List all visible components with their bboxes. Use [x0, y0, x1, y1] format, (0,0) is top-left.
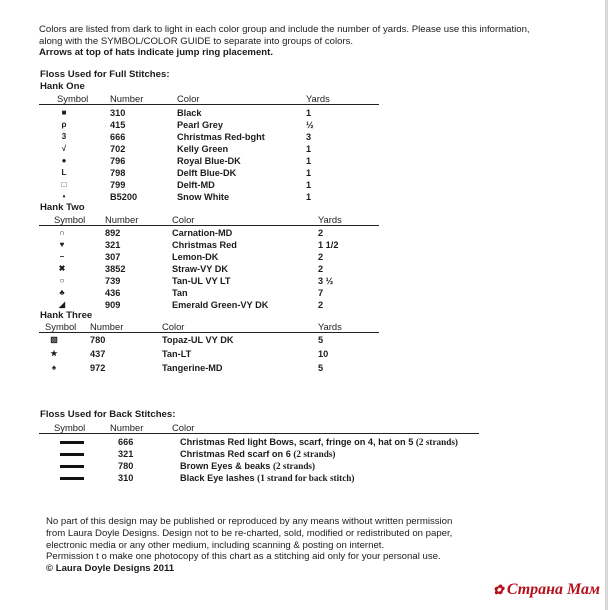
floss-symbol-icon: ρ	[61, 120, 67, 129]
backstitch-number: 321	[118, 449, 134, 459]
hank-two-number-header: Number	[105, 214, 139, 225]
floss-number: 909	[105, 300, 121, 310]
floss-number: 798	[110, 168, 126, 178]
floss-color: Tangerine-MD	[162, 363, 223, 373]
hank-one-symbol-header: Symbol	[57, 93, 89, 104]
floss-symbol-icon: ◢	[58, 300, 66, 309]
floss-number: 666	[110, 132, 126, 142]
floss-color: Straw-VY DK	[172, 264, 228, 274]
backstitch-strands-note: (2 strands)	[415, 437, 458, 447]
back-header-rule	[39, 433, 479, 434]
floss-symbol-icon: √	[61, 144, 67, 153]
floss-number: 892	[105, 228, 121, 238]
backstitch-number: 666	[118, 437, 134, 447]
floss-number: 702	[110, 144, 126, 154]
hank-three-yards-header: Yards	[318, 321, 342, 332]
intro-line-1: Colors are listed from dark to light in each color group and include the number of yards. Please use this information,	[39, 24, 530, 35]
floss-number: 415	[110, 120, 126, 130]
floss-yards: 5	[318, 335, 324, 345]
intro-text	[39, 24, 530, 59]
backstitch-strands-note: (1 strand for back stitch)	[257, 473, 355, 483]
floss-number: 3852	[105, 264, 126, 274]
floss-color: Tan-LT	[162, 349, 192, 359]
backstitch-color	[180, 460, 315, 472]
watermark-text: Страна Мам	[506, 581, 600, 598]
floss-number: 972	[90, 363, 106, 373]
floss-symbol-icon: ✖	[58, 264, 66, 273]
floss-symbol-icon: ●	[61, 156, 67, 165]
backstitch-color	[180, 472, 354, 484]
hank-one-number-header: Number	[110, 93, 144, 104]
floss-color: Black	[177, 108, 202, 118]
floss-number: 307	[105, 252, 121, 262]
hank-one-color-header: Color	[177, 93, 200, 104]
floss-number: 739	[105, 276, 121, 286]
floss-yards: ½	[306, 120, 314, 130]
watermark	[493, 581, 600, 599]
backstitch-color-label: Brown Eyes & beaks	[180, 461, 271, 471]
floss-symbol-icon: ■	[61, 108, 67, 117]
floss-color: Carnation-MD	[172, 228, 233, 238]
floss-color: Pearl Grey	[177, 120, 223, 130]
hank-two-symbol-header: Symbol	[54, 214, 86, 225]
floss-symbol-icon: ♥	[59, 240, 65, 249]
floss-symbol-icon: •	[62, 192, 66, 201]
backstitch-color	[180, 448, 336, 460]
floss-yards: 1	[306, 180, 312, 190]
floss-color: Topaz-UL VY DK	[162, 335, 234, 345]
copyright-notice	[46, 516, 452, 575]
floss-color: Tan	[172, 288, 188, 298]
hank-three-header-rule	[39, 332, 379, 333]
floss-color: Royal Blue-DK	[177, 156, 241, 166]
hank-two-color-header: Color	[172, 214, 195, 225]
floss-color: Christmas Red-bght	[177, 132, 265, 142]
back-number-header: Number	[110, 422, 144, 433]
floss-yards: 2	[318, 264, 324, 274]
backstitch-line-icon	[60, 465, 84, 468]
footer-line-4: Permission t o make one photocopy of this chart as a stitching aid only for your personal use.	[46, 551, 441, 563]
floss-color: Emerald Green-VY DK	[172, 300, 269, 310]
floss-number: 437	[90, 349, 106, 359]
floss-number: 780	[90, 335, 106, 345]
hank-one-title: Hank One	[40, 81, 85, 92]
floss-symbol-icon: □	[61, 180, 67, 189]
floss-symbol-icon: –	[59, 252, 65, 261]
floss-symbol-icon: ♣	[59, 288, 65, 297]
hank-three-title: Hank Three	[40, 310, 93, 321]
backstitch-line-icon	[60, 477, 84, 480]
floss-color: Christmas Red	[172, 240, 237, 250]
hank-three-number-header: Number	[90, 321, 124, 332]
floss-number: 310	[110, 108, 126, 118]
floss-yards: 7	[318, 288, 324, 298]
footer-line-3: electronic media or any other medium, including scanning & posting on internet.	[46, 539, 385, 551]
intro-line-3: Arrows at top of hats indicate jump ring placement.	[39, 47, 274, 59]
backstitch-color-label: Black Eye lashes	[180, 473, 255, 483]
hank-one-header-rule	[39, 104, 379, 105]
floss-number: 321	[105, 240, 121, 250]
floss-number: 436	[105, 288, 121, 298]
hank-two-title: Hank Two	[40, 202, 85, 213]
backstitch-line-icon	[60, 441, 84, 444]
floss-yards: 3 ½	[318, 276, 334, 286]
hank-three-color-header: Color	[162, 321, 185, 332]
backstitch-line-icon	[60, 453, 84, 456]
hank-three-symbol-header: Symbol	[45, 321, 77, 332]
floss-symbol-icon: L	[61, 168, 67, 177]
floss-number: 799	[110, 180, 126, 190]
backstitch-color-label: Christmas Red light Bows, scarf, fringe on 4, hat on 5	[180, 437, 414, 447]
floss-yards: 2	[318, 228, 324, 238]
floss-yards: 3	[306, 132, 312, 142]
floss-color: Kelly Green	[177, 144, 229, 154]
intro-line-2: along with the SYMBOL/COLOR GUIDE to separate into groups of colors.	[39, 35, 354, 47]
backstitch-number: 310	[118, 473, 134, 483]
footer-line-2: from Laura Doyle Designs. Design not to be re-charted, sold, modified or redistributed on paper,	[46, 527, 453, 539]
hank-two-yards-header: Yards	[318, 214, 342, 225]
footer-copyright: © Laura Doyle Designs 2011	[46, 563, 175, 575]
floss-yards: 1 1/2	[318, 240, 339, 250]
floss-yards: 2	[318, 252, 324, 262]
back-symbol-header: Symbol	[54, 422, 86, 433]
floss-number: B5200	[110, 192, 138, 202]
floss-color: Snow White	[177, 192, 230, 202]
floss-yards: 1	[306, 156, 312, 166]
floss-symbol-icon: ○	[59, 276, 65, 285]
floss-symbol-icon: ▧	[50, 335, 58, 344]
backstitch-strands-note: (2 strands)	[272, 461, 316, 471]
footer-line-1: No part of this design may be published or reproduced by any means without written permission	[46, 516, 453, 527]
floss-yards: 1	[306, 108, 312, 118]
floss-color: Delft Blue-DK	[177, 168, 237, 178]
floss-color: Tan-UL VY LT	[172, 276, 231, 286]
floss-number: 796	[110, 156, 126, 166]
floss-yards: 5	[318, 363, 324, 373]
back-stitches-title: Floss Used for Back Stitches:	[40, 409, 176, 420]
floss-yards: 10	[318, 349, 329, 359]
floss-symbol-icon: ♠	[51, 363, 57, 372]
backstitch-color-label: Christmas Red scarf on 6	[180, 449, 291, 459]
backstitch-number: 780	[118, 461, 134, 471]
floss-yards: 1	[306, 192, 312, 202]
floss-symbol-icon: 3	[61, 132, 67, 141]
backstitch-color	[180, 436, 458, 448]
hank-one-yards-header: Yards	[306, 93, 330, 104]
floss-symbol-icon: ★	[50, 349, 58, 358]
hank-two-header-rule	[39, 225, 379, 226]
back-color-header: Color	[172, 422, 195, 433]
floss-color: Lemon-DK	[172, 252, 219, 262]
watermark-mark-icon: ✿	[492, 582, 504, 597]
floss-yards: 1	[306, 144, 312, 154]
floss-symbol-icon: ∩	[59, 228, 65, 237]
full-stitches-title: Floss Used for Full Stitches:	[40, 69, 170, 80]
backstitch-strands-note: (2 strands)	[293, 449, 336, 459]
floss-yards: 2	[318, 300, 324, 310]
floss-color: Delft-MD	[177, 180, 215, 190]
floss-yards: 1	[306, 168, 312, 178]
